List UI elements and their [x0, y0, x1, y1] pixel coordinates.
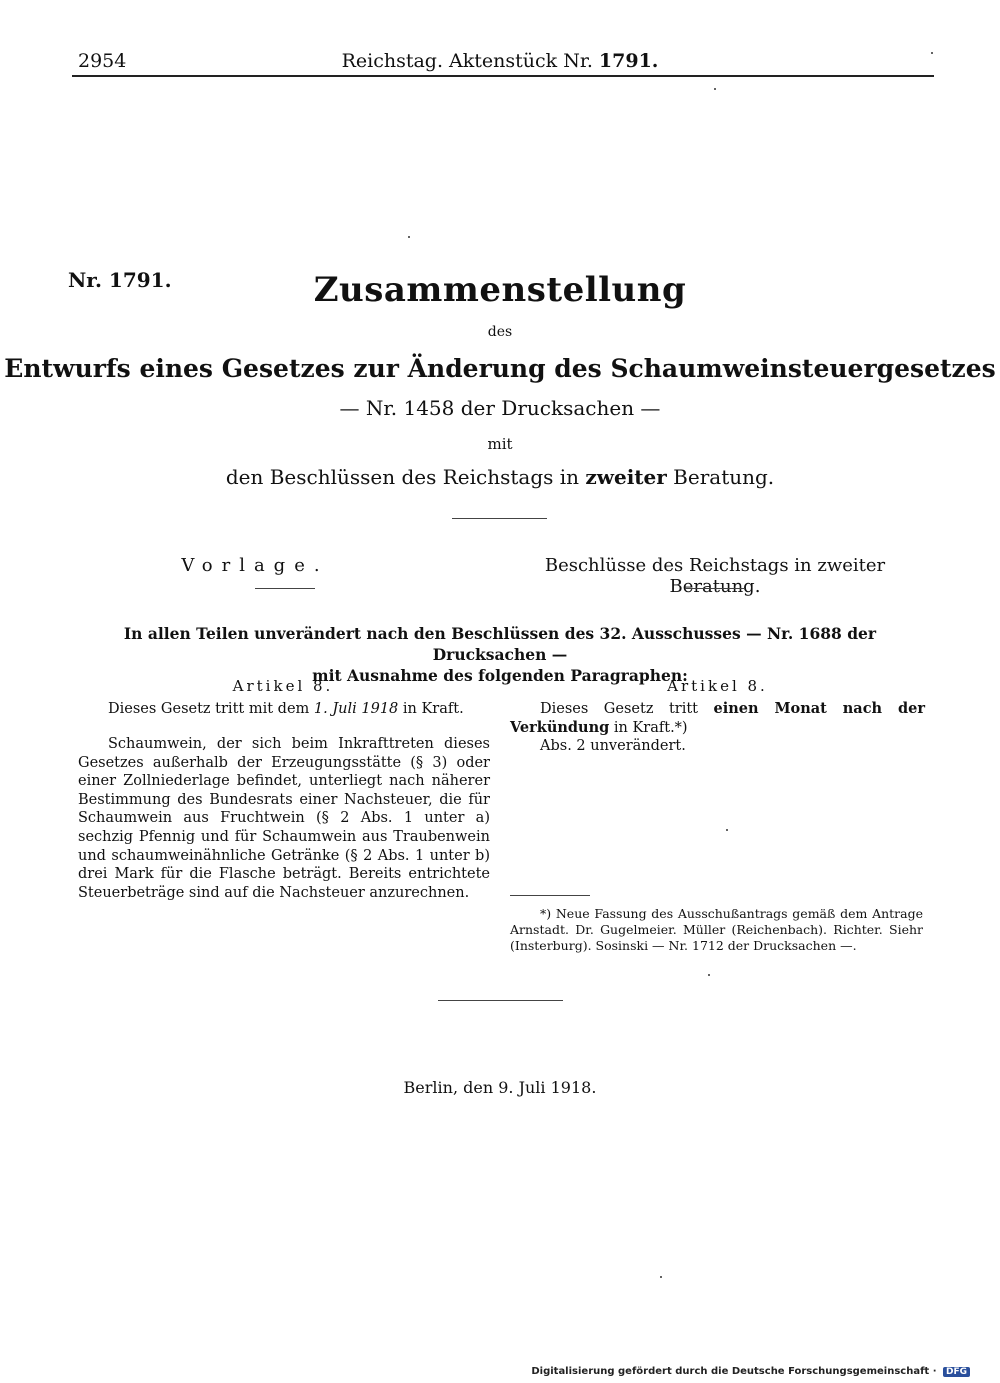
footnote: *) Neue Fassung des Ausschußantrags gemäß dem Antrage Arnstadt. Dr. Gugelmeier. Müller (Reichenbach). Richter. Siehr (Insterburg). Sosinski — Nr. 1712 der Drucksachen —.	[510, 906, 923, 953]
scan-speck	[931, 52, 933, 54]
closing-divider	[438, 1000, 563, 1001]
place-date: Berlin, den 9. Juli 1918.	[403, 1078, 597, 1097]
left-p1-after: in Kraft.	[402, 701, 464, 717]
right-paragraph-1	[510, 700, 925, 737]
right-p1-after: in Kraft.*)	[613, 719, 688, 736]
notice-line-2: mit Ausnahme des folgenden Paragraphen:	[312, 666, 688, 685]
footnote-rule	[510, 895, 590, 896]
scan-speck	[408, 236, 410, 238]
right-p1-before: Dieses Gesetz tritt	[540, 701, 698, 717]
notice-line-1: In allen Teilen unverändert nach den Beschlüssen des 32. Ausschusses — Nr. 1688 der Drucksachen —	[123, 624, 877, 664]
digitization-text: Digitalisierung gefördert durch die Deutsche Forschungsgemeinschaft ·	[531, 1366, 937, 1377]
dfg-logo: DFG	[943, 1367, 970, 1377]
beschluesse-line	[0, 465, 1000, 489]
left-article-heading: Artikel 8.	[232, 677, 334, 695]
page-number: 2954	[78, 50, 127, 72]
beschluesse-after: Beratung.	[673, 465, 775, 489]
title-connector-des: des	[487, 324, 513, 340]
left-paragraph-1	[78, 700, 490, 719]
left-paragraph-2: Schaumwein, der sich beim Inkrafttreten dieses Gesetzes außerhalb der Erzeugungsstätte (§ 3) oder einer Zollniederlage befindet, unterliegt nach näherer Bestimmung des Bundesrats einer Nachsteuer, die für Schaumwein aus Fruchtwein (§ 2 Abs. 1 unter a) sechzig Pfennig und für Schaumwein aus Traubenwein und schaumweinähnliche Getränke (§ 2 Abs. 1 unter b) drei Mark für die Flasche beträgt. Bereits entrichtete Steuerbeträge sind auf die Nachsteuer anzurechnen.	[78, 736, 490, 901]
document-number: Nr. 1791.	[68, 268, 172, 292]
right-article-heading: Artikel 8.	[667, 677, 768, 695]
running-head	[0, 50, 1000, 72]
right-heading-rule	[685, 588, 745, 589]
scan-speck	[714, 88, 716, 90]
title-divider	[452, 518, 547, 519]
header-rule	[72, 75, 934, 77]
digitization-credit	[531, 1366, 970, 1377]
left-p1-before: Dieses Gesetz tritt mit dem	[108, 701, 310, 717]
right-column-heading: Beschlüsse des Reichstags in zweiter Beratung.	[544, 555, 886, 597]
document-subtitle: Entwurfs eines Gesetzes zur Änderung des Schaumweinsteuergesetzes	[4, 354, 996, 383]
scan-speck	[708, 974, 710, 976]
left-column-heading: Vorlage.	[181, 555, 329, 576]
beschluesse-before: den Beschlüssen des Reichstags in	[225, 465, 580, 489]
left-p1-date: 1. Juli 1918	[313, 701, 399, 717]
title-connector-mit: mit	[487, 435, 513, 453]
scan-speck	[660, 1276, 662, 1278]
right-p1-emphasis: einen Monat nach der Verkündung	[510, 700, 926, 736]
document-title: Zusammenstellung	[313, 270, 687, 310]
left-heading-rule	[255, 588, 315, 589]
drucksachen-reference: — Nr. 1458 der Drucksachen —	[339, 396, 661, 420]
running-head-number: 1791.	[598, 50, 659, 72]
right-paragraph-2: Abs. 2 unverändert.	[540, 738, 686, 754]
running-head-title: Reichstag. Aktenstück Nr.	[341, 50, 593, 72]
beschluesse-emphasis: zweiter	[585, 465, 667, 489]
scan-speck	[726, 829, 728, 831]
